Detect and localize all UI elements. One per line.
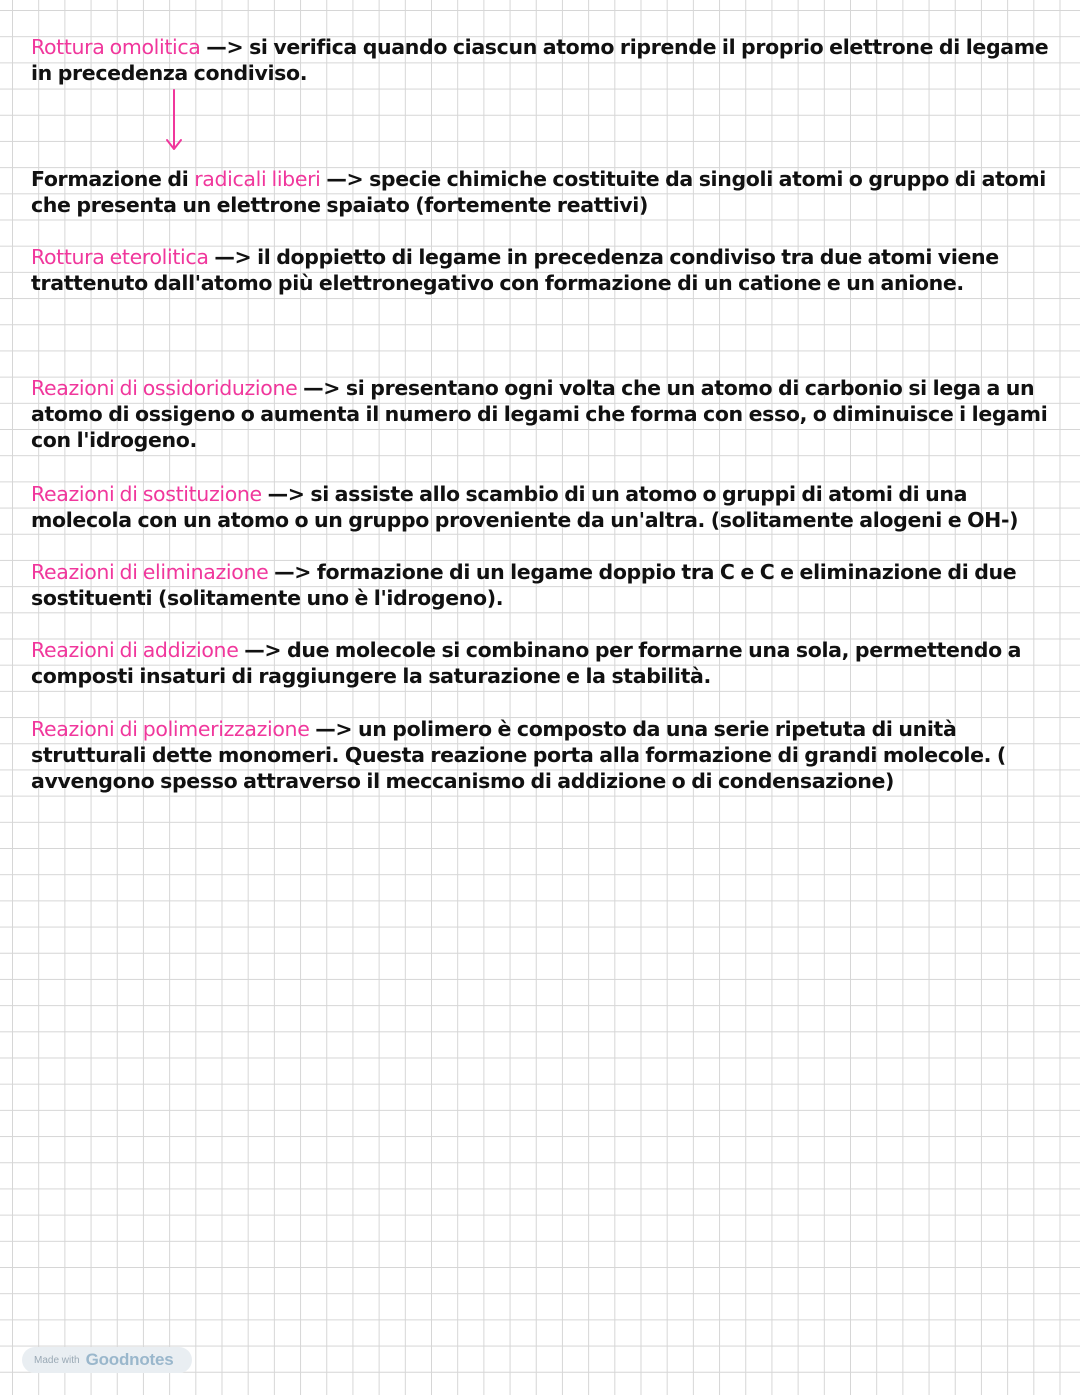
definition-text: —> due molecole si combinano per formarne una sola, permettendo a composti insaturi di raggiungere la saturazione e la stabilità. <box>31 638 1022 688</box>
note-eliminazione <box>31 559 1066 611</box>
definition-text: —> si presentano ogni volta che un atomo di carbonio si lega a un atomo di ossigeno o aumenta il numero di legami che forma con esso, o diminuisce i legami con l'idrogeno. <box>31 376 1048 452</box>
definition-text: —> formazione di un legame doppio tra C e C e eliminazione di due sostituenti (solitamente uno è l'idrogeno). <box>31 560 1017 610</box>
term-label: Rottura omolitica <box>31 35 201 59</box>
definition-text: —> si assiste allo scambio di un atomo o gruppi di atomi di una molecola con un atomo o un gruppo proveniente da un'altra. (solitamente alogeni e OH-) <box>31 482 1019 532</box>
goodnotes-logo: Goodnotes <box>85 1350 174 1369</box>
term-label: Rottura eterolitica <box>31 245 209 269</box>
term-label: Reazioni di sostituzione <box>31 482 262 506</box>
definition-text: —> si verifica quando ciascun atomo riprende il proprio elettrone di legame in precedenza condiviso. <box>31 35 1049 85</box>
note-polimerizzazione <box>31 716 1066 794</box>
made-with-label: Made with <box>34 1354 80 1366</box>
definition-text: —> un polimero è composto da una serie ripetuta di unità strutturali dette monomeri. Questa reazione porta alla formazione di grandi molecole. ( avvengono spesso attraverso il meccanismo di addizione o di condensazione) <box>31 717 1006 793</box>
note-ossidoriduzione <box>31 375 1066 453</box>
note-radicali-liberi <box>31 166 1066 218</box>
note-addizione <box>31 637 1066 689</box>
term-label: Reazioni di polimerizzazione <box>31 717 310 741</box>
note-sostituzione <box>31 481 1066 533</box>
note-rottura-eterolitica <box>31 244 1066 296</box>
term-label: radicali liberi <box>194 167 321 191</box>
goodnotes-badge[interactable] <box>22 1347 192 1373</box>
term-label: Reazioni di ossidoriduzione <box>31 376 298 400</box>
note-rottura-omolitica <box>31 34 1066 86</box>
arrow-down-icon <box>162 88 186 154</box>
prefix-text: Formazione di <box>31 167 195 191</box>
definition-text: —> il doppietto di legame in precedenza condiviso tra due atomi viene trattenuto dall'atomo più elettronegativo con formazione di un catione e un anione. <box>31 245 999 295</box>
definition-text: —> specie chimiche costituite da singoli atomi o gruppo di atomi che presenta un elettrone spaiato (fortemente reattivi) <box>31 167 1046 217</box>
term-label: Reazioni di eliminazione <box>31 560 269 584</box>
term-label: Reazioni di addizione <box>31 638 239 662</box>
